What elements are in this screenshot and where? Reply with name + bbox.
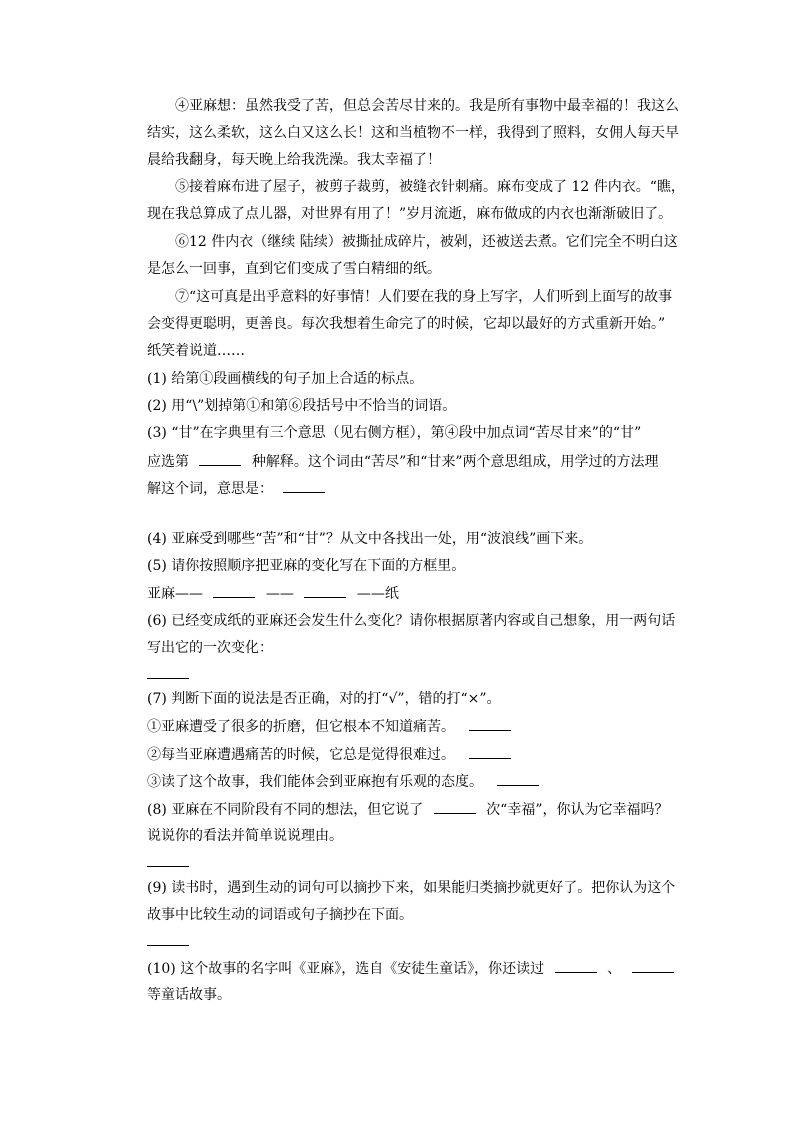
passage-p4-line2: 结实，这么柔软，这么白又这么长！这和当植物不一样，我得到了照料，女佣人每天早 (147, 125, 679, 141)
question-3-meaning-label: 解这个词，意思是： (147, 481, 273, 497)
passage-p5-line1: ⑤接着麻布进了屋子，被剪子裁剪，被缝衣针刺痛。麻布变成了 12 件内衣。“瞧， (175, 179, 685, 195)
answer-blank-q6[interactable] (147, 664, 189, 679)
answer-blank-q5-1[interactable] (213, 583, 255, 598)
question-6-line1: (6) 已经变成纸的亚麻还会发生什么变化？请你根据原著内容或自己想象，用一两句话 (147, 613, 676, 629)
question-10-prefix: (10) 这个故事的名字叫《亚麻》，选自《安徒生童话》，你还读过 (147, 961, 545, 977)
question-3-suffix: 种解释。这个词由“苦尽”和“甘来”两个意思组成，用学过的方法理 (251, 454, 659, 470)
question-8-answer-line (147, 852, 189, 873)
statement-c: ③读了这个故事，我们能体会到亚麻抱有乐观的态度。 (147, 774, 483, 790)
question-8-prefix: (8) 亚麻在不同阶段有不同的想法，但它说了 (147, 802, 424, 818)
answer-blank-q10-2[interactable] (632, 958, 674, 973)
question-8-line2: 说说你的看法并简单说说理由。 (147, 828, 343, 844)
question-6-answer-line (147, 664, 189, 685)
answer-blank-q3-meaning[interactable] (283, 478, 325, 493)
question-2: (2) 用“\”划掉第①和第⑥段括号中不恰当的词语。 (147, 398, 457, 414)
statement-b: ②每当亚麻遭遇痛苦的时候，它总是觉得很难过。 (147, 747, 455, 763)
answer-blank-q7b[interactable] (469, 744, 511, 759)
answer-blank-q10-1[interactable] (555, 958, 597, 973)
chain-start: 亚麻—— (147, 586, 203, 602)
question-3-line1: (3) “甘”在字典里有三个意思（见右侧方框），第④段中加点词“苦尽甘来”的“甘” (147, 425, 642, 441)
passage-p4-line3: 晨给我翻身，每天晚上给我洗澡。我太幸福了！ (147, 152, 441, 168)
question-3-line3 (147, 478, 325, 499)
passage-p7-line3: 纸笑着说道…… (147, 343, 245, 359)
chain-end: ——纸 (356, 586, 399, 602)
question-8-suffix: 次“幸福”，你认为它幸福吗？ (486, 802, 669, 818)
question-1: (1) 给第①段画横线的句子加上合适的标点。 (147, 371, 424, 387)
passage-p7-line1: ⑦“这可真是出乎意料的好事情！人们要在我的身上写字，人们听到上面写的故事 (175, 289, 673, 305)
answer-blank-q8[interactable] (147, 852, 189, 867)
answer-blank-q8-count[interactable] (434, 799, 476, 814)
question-6-line2: 写出它的一次变化： (147, 640, 273, 656)
question-3-prefix: 应选第 (147, 454, 189, 470)
chain-mid: —— (265, 586, 294, 602)
passage-p6-line1: ⑥12 件内衣（继续 陆续）被撕扯成碎片，被剁，还被送去煮。它们完全不明白这 (175, 234, 678, 250)
question-8-line1 (147, 799, 669, 820)
answer-blank-q7a[interactable] (469, 716, 511, 731)
question-5: (5) 请你按照顺序把亚麻的变化写在下面的方框里。 (147, 558, 466, 574)
passage-p7-line2: 会变得更聪明，更善良。每次我想着生命完了的时候，它却以最好的方式重新开始。” (147, 316, 666, 332)
question-7c (147, 771, 539, 792)
question-9-line1: (9) 读书时，遇到生动的词句可以摘抄下来，如果能归类摘抄就更好了。把你认为这个 (147, 880, 676, 896)
question-3-line2 (147, 451, 659, 472)
question-10-line2: 等童话故事。 (147, 987, 231, 1003)
answer-blank-q7c[interactable] (497, 771, 539, 786)
passage-p6-line2: 是怎么一回事，直到它们变成了雪白精细的纸。 (147, 261, 441, 277)
question-7b (147, 744, 511, 765)
statement-a: ①亚麻遭受了很多的折磨，但它根本不知道痛苦。 (147, 719, 455, 735)
question-9-answer-line (147, 931, 189, 952)
passage-p4-line1: ④亚麻想：虽然我受了苦，但总会苦尽甘来的。我是所有事物中最幸福的！我这么 (175, 98, 679, 114)
answer-blank-q5-2[interactable] (304, 583, 346, 598)
question-5-chain (147, 583, 399, 604)
question-4: (4) 亚麻受到哪些“苦”和“甘”？从文中各找出一处，用“波浪线”画下来。 (147, 531, 593, 547)
question-9-line2: 故事中比较生动的词语或句子摘抄在下面。 (147, 907, 413, 923)
passage-p5-line2: 现在我总算成了点儿器，对世界有用了！”岁月流逝，麻布做成的内衣也渐渐破旧了。 (147, 206, 673, 222)
question-7a (147, 716, 511, 737)
question-7: (7) 判断下面的说法是否正确，对的打“√”，错的打“×”。 (147, 691, 501, 707)
answer-blank-q9[interactable] (147, 931, 189, 946)
answer-blank-q3-choice[interactable] (199, 451, 241, 466)
question-10-separator: 、 (607, 961, 622, 977)
question-10-line1 (147, 958, 674, 979)
